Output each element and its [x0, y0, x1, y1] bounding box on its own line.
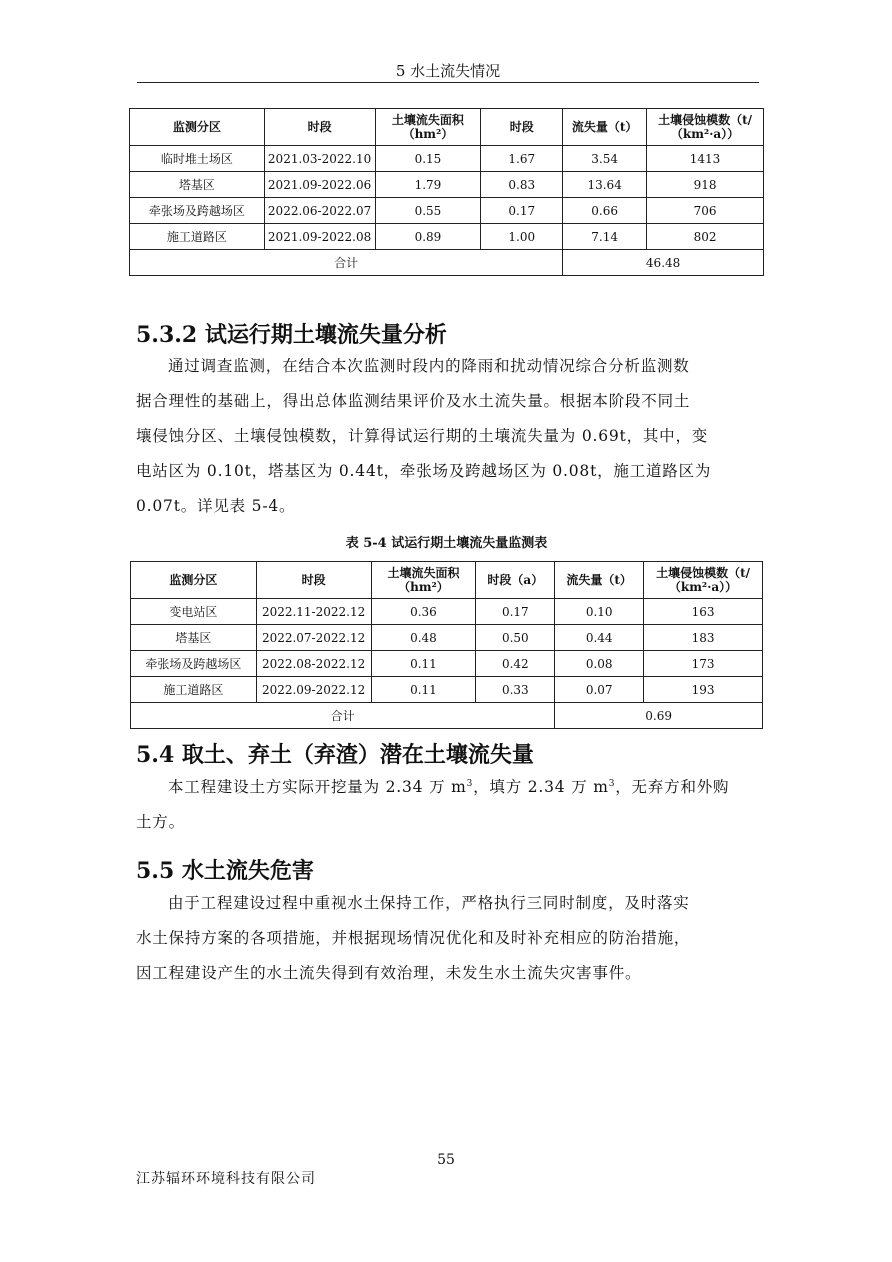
- table-cell: 2022.11-2022.12: [256, 599, 371, 625]
- text-run: ，填方 2.34 万 m: [473, 778, 609, 796]
- table-cell: 163: [644, 599, 763, 625]
- table-cell: 0.08: [555, 651, 644, 677]
- table-row: [130, 172, 764, 198]
- table-cell: 2022.07-2022.12: [256, 625, 371, 651]
- text-run: 本工程建设土方实际开挖量为 2.34 万 m: [168, 778, 467, 796]
- table-cell: 0.50: [476, 625, 555, 651]
- table-cell: 塔基区: [131, 625, 257, 651]
- paragraph-5-3-2: [136, 349, 758, 524]
- page-number: 55: [437, 1152, 455, 1168]
- table-cell: 2021.03-2022.10: [264, 146, 375, 172]
- column-header: 监测分区: [131, 562, 257, 599]
- table-cell: 2022.06-2022.07: [264, 198, 375, 224]
- table-cell: 0.55: [375, 198, 481, 224]
- column-header: 土壤侵蚀模数（t/（km²·a））: [647, 109, 764, 146]
- paragraph-line: 水土保持方案的各项措施，并根据现场情况优化和及时补充相应的防治措施，: [136, 929, 691, 947]
- paragraph-line: 因工程建设产生的水土流失得到有效治理，未发生水土流失灾害事件。: [136, 964, 642, 982]
- table-cell: 2021.09-2022.06: [264, 172, 375, 198]
- text-run: ，无弃方和外购: [615, 778, 730, 796]
- table-cell: 施工道路区: [131, 677, 257, 703]
- table-cell: 0.15: [375, 146, 481, 172]
- table-cell: 塔基区: [130, 172, 265, 198]
- table-soil-loss-construction: [129, 108, 764, 276]
- paragraph-line: [136, 770, 758, 805]
- table-soil-loss-trial-operation: [130, 561, 763, 729]
- table-cell: 0.36: [371, 599, 476, 625]
- table-total-row: [130, 250, 764, 276]
- superscript: 3: [608, 778, 616, 789]
- total-label: 合计: [130, 250, 563, 276]
- table-caption: 表 5-4 试运行期土壤流失量监测表: [345, 536, 548, 551]
- table-cell: 1.67: [481, 146, 563, 172]
- table-cell: 0.11: [371, 677, 476, 703]
- table-cell: 0.44: [555, 625, 644, 651]
- paragraph-line: 壤侵蚀分区、土壤侵蚀模数，计算得试运行期的土壤流失量为 0.69t，其中，变: [136, 427, 709, 445]
- column-header: 时段: [264, 109, 375, 146]
- table-cell: 变电站区: [131, 599, 257, 625]
- table-cell: 1.79: [375, 172, 481, 198]
- table-cell: 0.66: [563, 198, 647, 224]
- table-row: [130, 146, 764, 172]
- table-cell: 0.89: [375, 224, 481, 250]
- table-header-row: [130, 109, 764, 146]
- table-cell: 1413: [647, 146, 764, 172]
- paragraph-line: 由于工程建设过程中重视水土保持工作，严格执行三同时制度，及时落实: [168, 894, 690, 912]
- paragraph-5-4: [136, 770, 758, 840]
- table-row: [131, 651, 763, 677]
- section-heading-5-3-2: 5.3.2 试运行期土壤流失量分析: [136, 322, 447, 348]
- paragraph-line: 电站区为 0.10t，塔基区为 0.44t，牵张场及跨越场区为 0.08t，施工道路区为: [136, 462, 712, 480]
- table-cell: 0.11: [371, 651, 476, 677]
- table-cell: 3.54: [563, 146, 647, 172]
- table-cell: 193: [644, 677, 763, 703]
- column-header: 监测分区: [130, 109, 265, 146]
- table-cell: 0.33: [476, 677, 555, 703]
- table-row: [131, 677, 763, 703]
- column-header: 土壤侵蚀模数（t/（km²·a））: [644, 562, 763, 599]
- total-value: 46.48: [563, 250, 764, 276]
- paragraph-line: 通过调查监测，在结合本次监测时段内的降雨和扰动情况综合分析监测数: [168, 357, 690, 375]
- total-label: 合计: [131, 703, 555, 729]
- table-cell: 2022.09-2022.12: [256, 677, 371, 703]
- table-cell: 0.17: [481, 198, 563, 224]
- table-cell: 0.17: [476, 599, 555, 625]
- table-cell: 183: [644, 625, 763, 651]
- table-cell: 0.42: [476, 651, 555, 677]
- table-cell: 施工道路区: [130, 224, 265, 250]
- paragraph-line: 土方。: [136, 813, 185, 831]
- section-heading-5-5: 5.5 水土流失危害: [136, 858, 314, 884]
- table-row: [131, 599, 763, 625]
- table-cell: 918: [647, 172, 764, 198]
- total-value: 0.69: [555, 703, 763, 729]
- column-header: 流失量（t）: [563, 109, 647, 146]
- table-header-row: [131, 562, 763, 599]
- table-row: [130, 198, 764, 224]
- table-cell: 牵张场及跨越场区: [130, 198, 265, 224]
- superscript: 3: [466, 778, 474, 789]
- table-cell: 2021.09-2022.08: [264, 224, 375, 250]
- column-header: 时段: [481, 109, 563, 146]
- section-heading-5-4: 5.4 取土、弃土（弃渣）潜在土壤流失量: [136, 742, 534, 768]
- page-header: 5 水土流失情况: [137, 60, 759, 83]
- table-cell: 临时堆土场区: [130, 146, 265, 172]
- column-header: 时段（a）: [476, 562, 555, 599]
- paragraph-line: 0.07t。详见表 5-4。: [136, 497, 296, 515]
- table-cell: 0.48: [371, 625, 476, 651]
- table-cell: 0.07: [555, 677, 644, 703]
- table-cell: 706: [647, 198, 764, 224]
- paragraph-line: 据合理性的基础上，得出总体监测结果评价及水土流失量。根据本阶段不同土: [136, 392, 691, 410]
- footer-company: 江苏辐环环境科技有限公司: [136, 1171, 316, 1187]
- table-cell: 802: [647, 224, 764, 250]
- column-header: 土壤流失面积（hm²）: [371, 562, 476, 599]
- paragraph-5-5: [136, 886, 758, 991]
- column-header: 土壤流失面积（hm²）: [375, 109, 481, 146]
- table-row: [130, 224, 764, 250]
- table-cell: 13.64: [563, 172, 647, 198]
- column-header: 时段: [256, 562, 371, 599]
- table-cell: 2022.08-2022.12: [256, 651, 371, 677]
- table-cell: 1.00: [481, 224, 563, 250]
- table-row: [131, 625, 763, 651]
- table-total-row: [131, 703, 763, 729]
- table-cell: 7.14: [563, 224, 647, 250]
- column-header: 流失量（t）: [555, 562, 644, 599]
- table-cell: 0.10: [555, 599, 644, 625]
- table-cell: 牵张场及跨越场区: [131, 651, 257, 677]
- table-cell: 173: [644, 651, 763, 677]
- table-cell: 0.83: [481, 172, 563, 198]
